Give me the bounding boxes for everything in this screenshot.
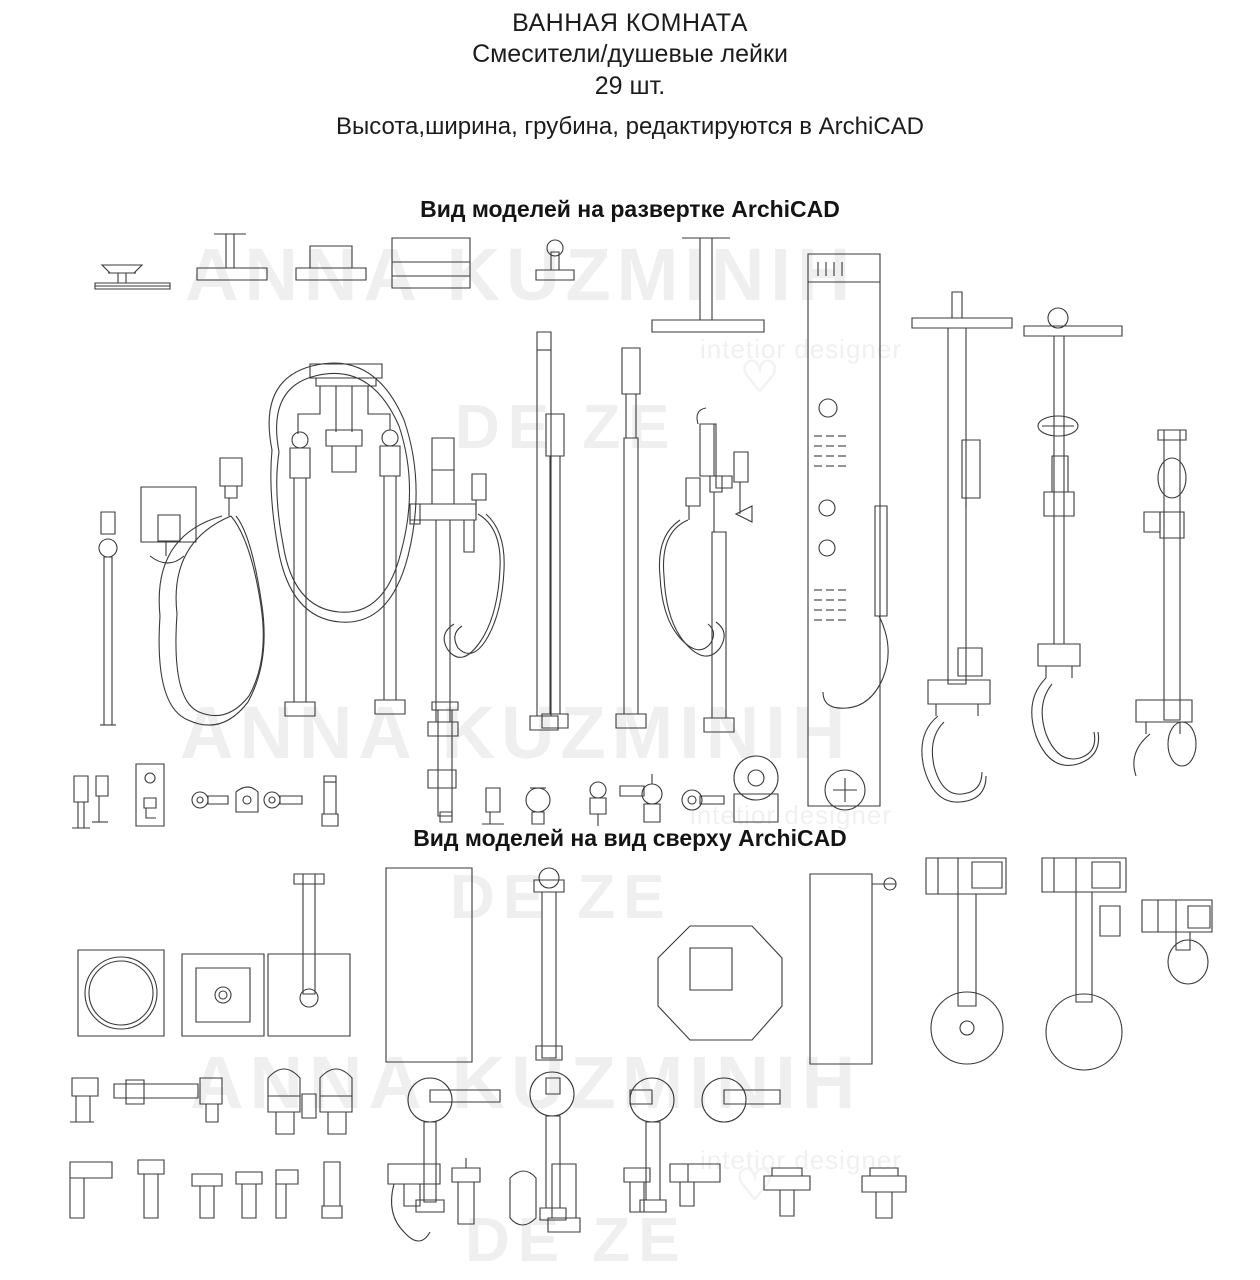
accessory-row-elevation [72,756,778,828]
floor-column-tap-1 [530,332,558,730]
floor-column-tap-3 [616,348,646,728]
watermark-studio: DE ZE [465,1206,688,1275]
floor-mixer-slider-bar-1 [428,702,458,822]
watermark-role: intetior designer [700,334,902,364]
heart-icon: ♡ [740,353,780,402]
watermark-name: ANNA KUZMINIH [180,691,852,774]
section-heading-elevation: Вид моделей на развертке ArchiCAD [420,196,840,222]
title-block [0,8,1260,144]
freestanding-bath-mixer-large [269,363,416,716]
hand-shower-hose-coil-1 [444,474,504,657]
editable-note: Высота,ширина, грубина, редактируются в ArchiCAD [335,113,925,140]
watermark-role: intetior designer [690,800,892,830]
freestanding-bath-mixer-hose [697,408,752,732]
plan-square-head-3 [268,874,350,1036]
floor-standing-mixer-1 [410,438,476,736]
plan-accessory-row-1 [70,1069,780,1220]
plan-square-round-head [78,950,164,1036]
floor-column-tap-2 [542,414,568,728]
page-subtitle: Смесители/душевые лейки [472,40,788,68]
plan-rect-panel [386,868,472,1062]
plan-shower-column-2 [1042,858,1126,1070]
shower-panel [808,254,888,810]
watermark-name: ANNA KUZMINIH [185,233,857,316]
plan-accessory-row-2 [70,1158,906,1241]
hand-shower-with-hose [159,458,264,725]
watermark-studio: DE ZE [455,393,678,462]
plan-round-handshower [534,868,564,1060]
plan-shower-column-3 [1142,900,1212,984]
heart-icon: ♡ [735,1161,775,1210]
section-heading-plan: Вид моделей на вид сверху ArchiCAD [413,825,847,851]
plan-shower-column-1 [926,858,1006,1064]
watermark-studio: DE ZE [450,863,673,932]
plan-panel-with-arm [810,874,896,1064]
ceiling-shower-square-1 [197,234,267,280]
shower-column-round-1 [912,292,1012,802]
ceiling-shower-slim [95,265,170,289]
wall-panel-shower [392,238,470,288]
page-title: ВАННАЯ КОМНАТА [512,9,748,37]
ceiling-shower-round-small [536,240,574,280]
ceiling-shower-square-2 [296,246,366,280]
shower-column-round-2 [1024,308,1122,765]
plan-octagon-head [658,926,782,1040]
shower-slide-bar [1134,430,1196,776]
bidet-sprayer-set [99,512,117,725]
watermark-name: ANNA KUZMINIH [190,1041,862,1124]
plan-square-head-2 [182,954,264,1036]
item-count: 29 шт. [594,72,666,100]
watermark-role: intetior designer [700,1145,902,1175]
ceiling-shower-long-arm [652,238,764,332]
